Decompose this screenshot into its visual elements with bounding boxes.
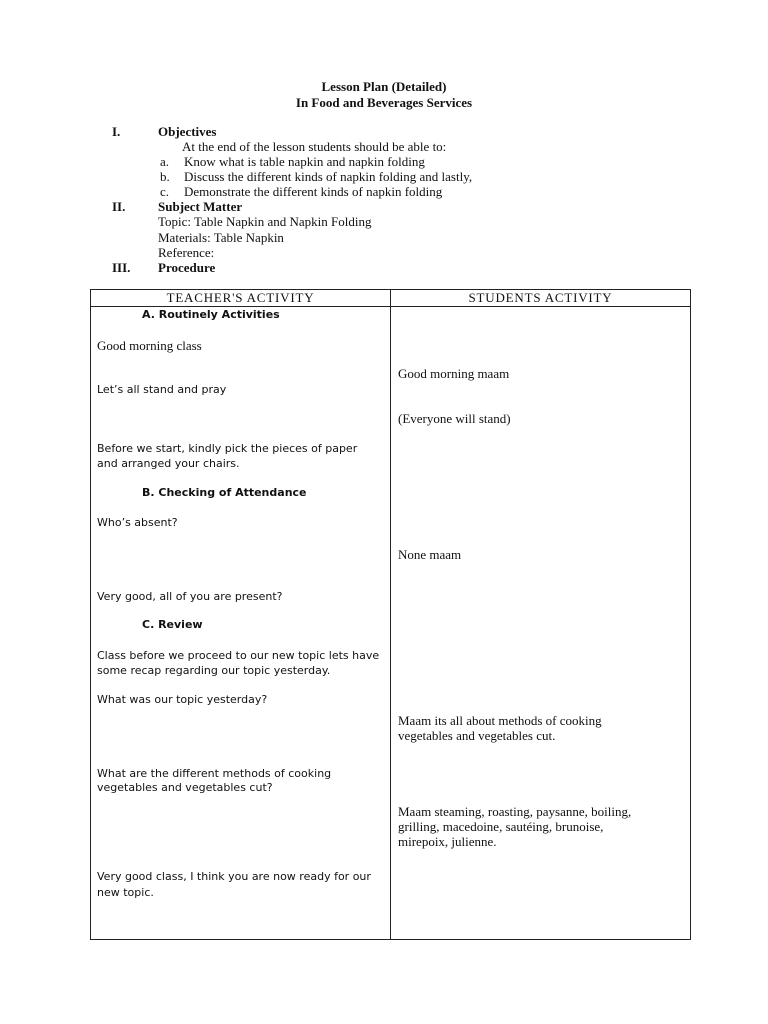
teacher-recap: Class before we proceed to our new topic lets have <box>97 649 380 662</box>
subject-materials: Materials: Table Napkin <box>158 230 284 245</box>
teacher-instruction: Before we start, kindly pick the pieces of paper <box>97 442 358 455</box>
teacher-remark: new topic. <box>97 886 154 899</box>
objective-item: Demonstrate the different kinds of napkin folding <box>184 184 443 199</box>
procedure-heading: Procedure <box>158 260 216 275</box>
student-response: mirepoix, julienne. <box>398 834 497 849</box>
column-divider <box>390 290 391 939</box>
student-response: Maam steaming, roasting, paysanne, boiling, <box>398 804 632 819</box>
teacher-remark: Very good, all of you are present? <box>97 590 283 603</box>
procedure-numeral: III. <box>112 260 131 275</box>
subject-matter-numeral: II. <box>112 199 126 214</box>
subject-topic: Topic: Table Napkin and Napkin Folding <box>158 214 372 229</box>
teacher-question: What was our topic yesterday? <box>97 693 268 706</box>
routinely-activities-subheading: A. Routinely Activities <box>142 308 280 321</box>
objective-item: Know what is table napkin and napkin folding <box>184 154 425 169</box>
objectives-intro: At the end of the lesson students should be able to: <box>182 139 447 154</box>
review-subheading: C. Review <box>142 618 203 631</box>
page-subtitle: In Food and Beverages Services <box>295 95 473 110</box>
header-divider <box>91 306 690 307</box>
teacher-question: vegetables and vegetables cut? <box>97 781 273 794</box>
students-activity-header: STUDENTS ACTIVITY <box>468 290 613 305</box>
objective-letter: b. <box>160 169 170 184</box>
teacher-activity-header: TEACHER'S ACTIVITY <box>166 290 315 305</box>
teacher-pray: Let’s all stand and pray <box>97 383 227 396</box>
attendance-subheading: B. Checking of Attendance <box>142 486 307 499</box>
student-response: (Everyone will stand) <box>398 411 511 426</box>
student-response: Maam its all about methods of cooking <box>398 713 602 728</box>
objective-letter: a. <box>160 154 170 169</box>
teacher-remark: Very good class, I think you are now ready for our <box>97 870 371 883</box>
subject-reference: Reference: <box>158 245 215 260</box>
page-title: Lesson Plan (Detailed) <box>321 79 447 94</box>
objectives-heading: Objectives <box>158 124 217 139</box>
subject-matter-heading: Subject Matter <box>158 199 243 214</box>
student-response: vegetables and vegetables cut. <box>398 728 556 743</box>
teacher-recap: some recap regarding our topic yesterday. <box>97 664 331 677</box>
student-response: None maam <box>398 547 462 562</box>
teacher-question: Who’s absent? <box>97 516 178 529</box>
teacher-question: What are the different methods of cooking <box>97 767 332 780</box>
student-response: Good morning maam <box>398 366 510 381</box>
objectives-numeral: I. <box>112 124 121 139</box>
teacher-greeting: Good morning class <box>97 338 202 353</box>
objective-letter: c. <box>160 184 170 199</box>
student-response: grilling, macedoine, sautéing, brunoise, <box>398 819 604 834</box>
teacher-instruction: and arranged your chairs. <box>97 457 240 470</box>
objective-item: Discuss the different kinds of napkin folding and lastly, <box>184 169 473 184</box>
